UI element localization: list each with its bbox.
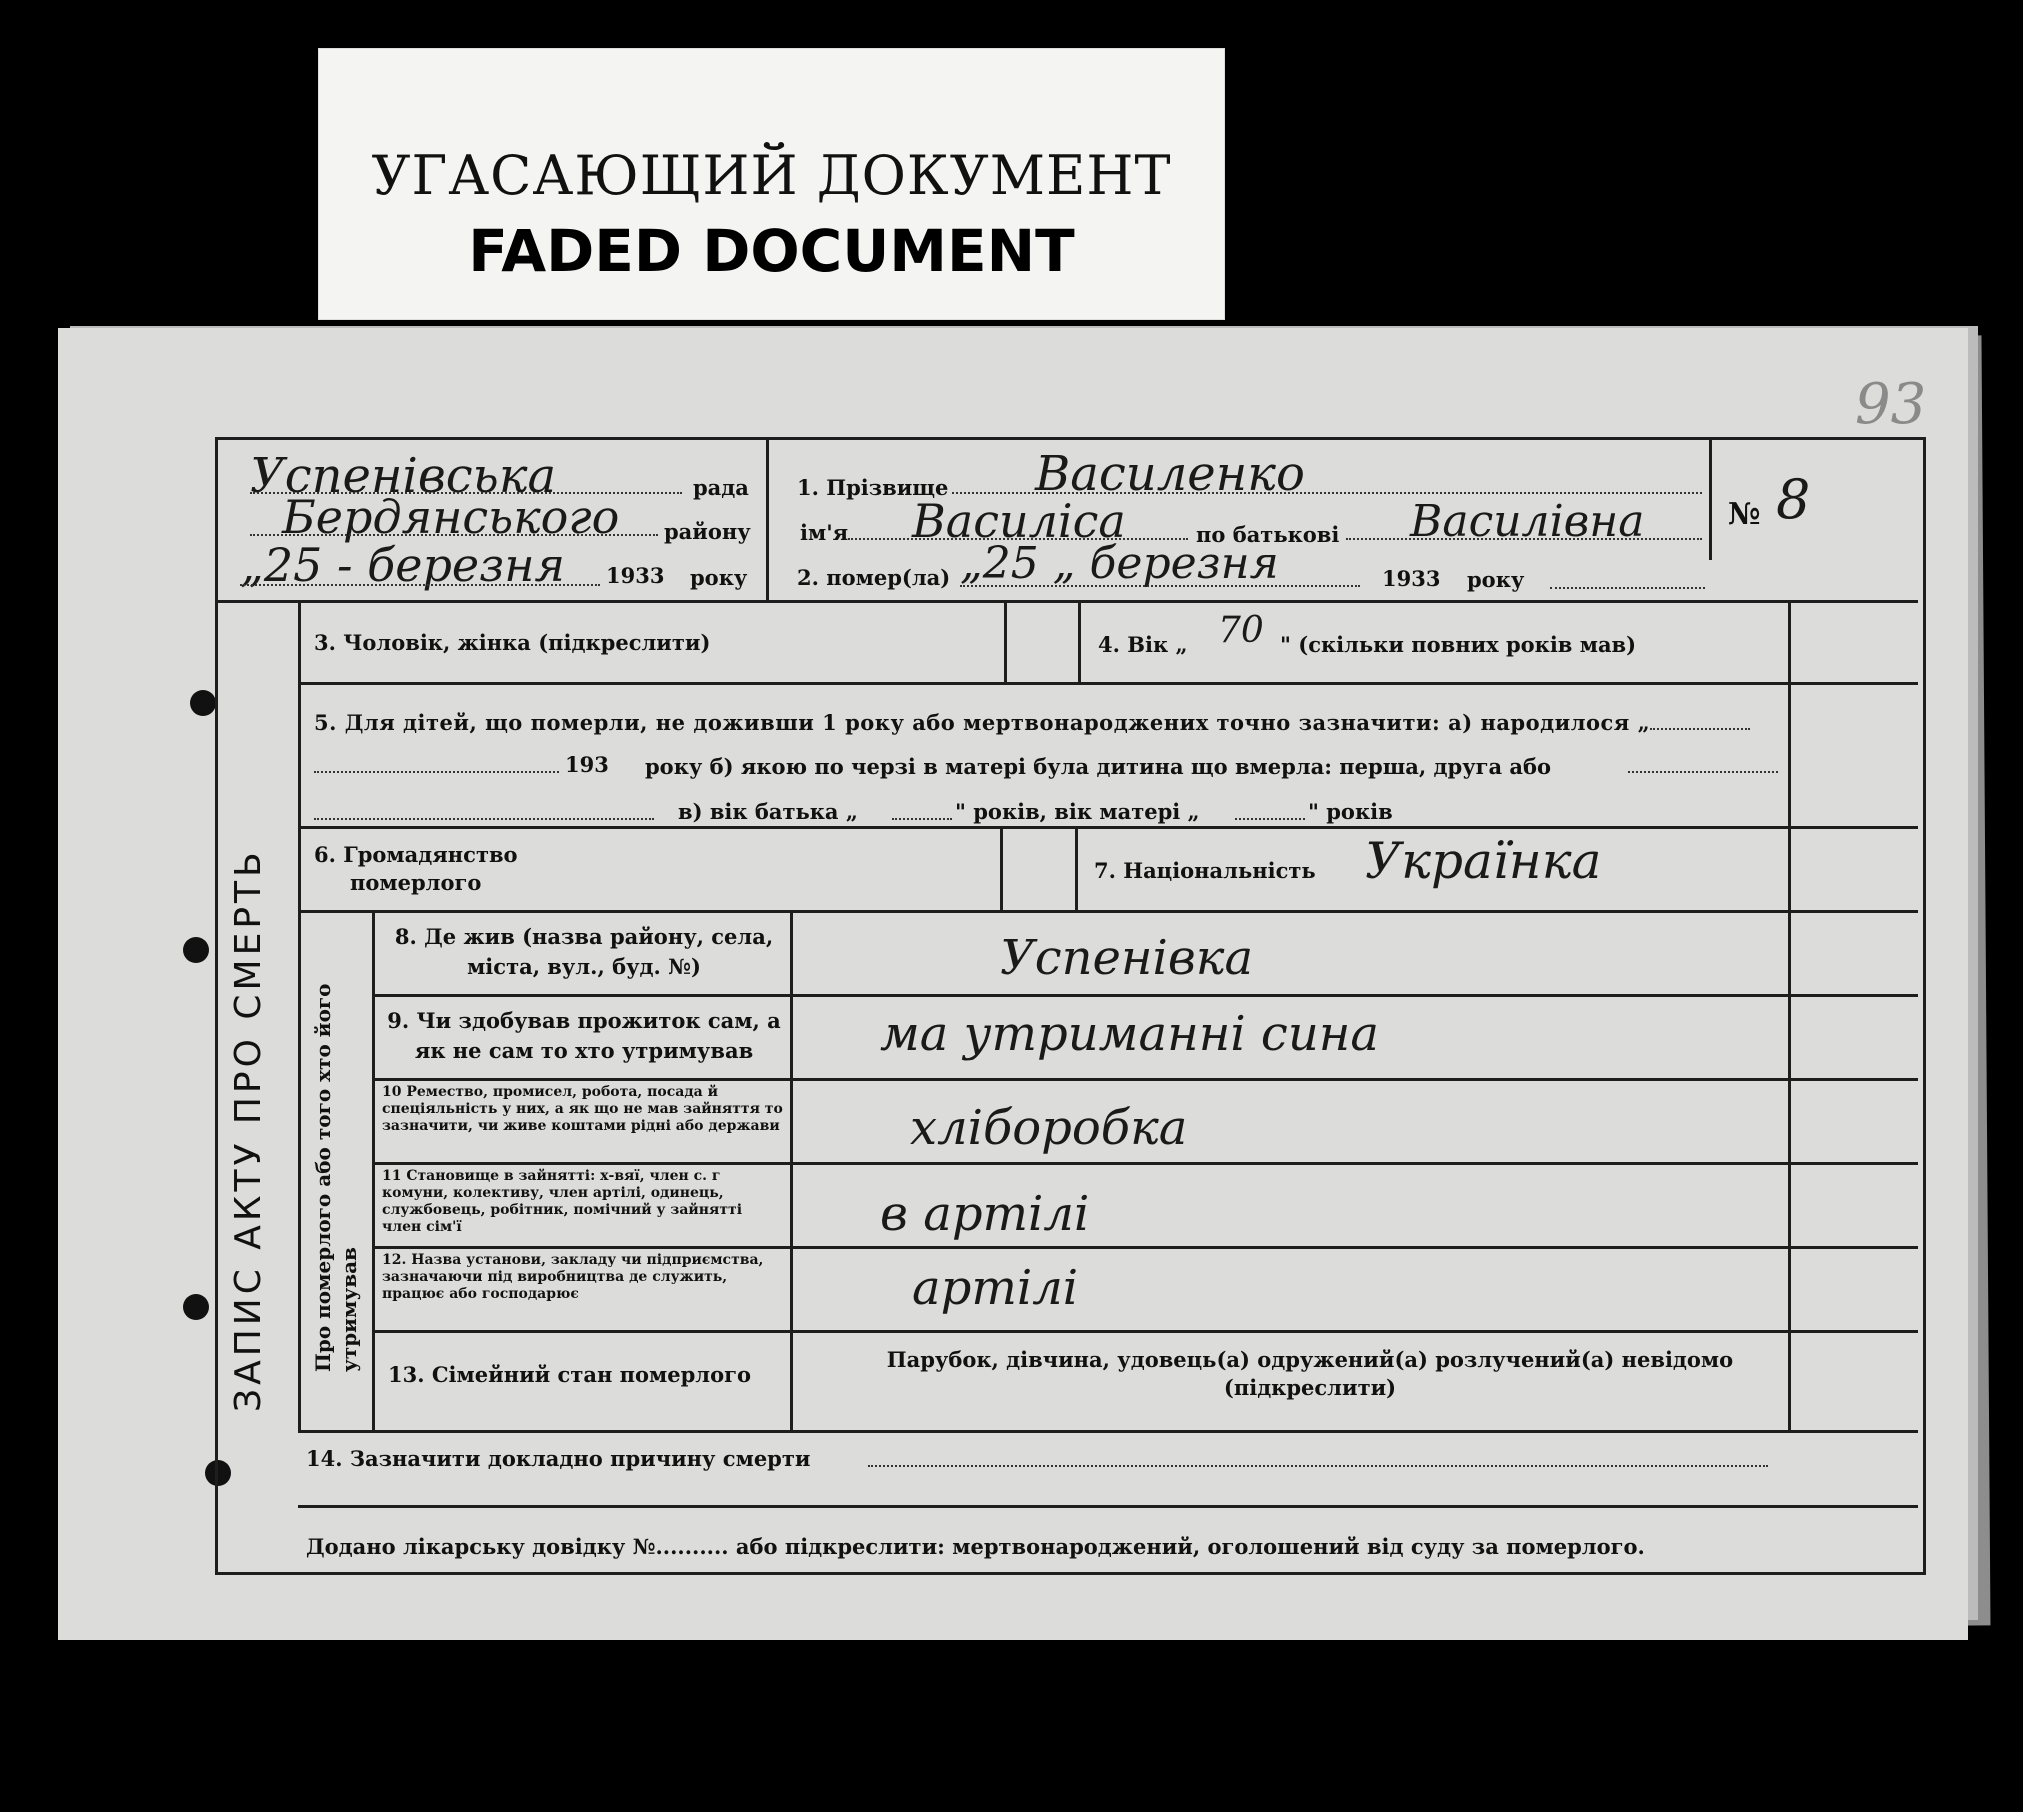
surname-value: Василенко: [1035, 446, 1305, 502]
grid-line: [372, 1246, 1918, 1249]
field-5-line3: в) вік батька „: [678, 799, 858, 824]
punch-hole: [183, 937, 209, 963]
field-13-label: 13. Сімейний стан померлого: [388, 1362, 751, 1387]
died-year: 1933: [1382, 566, 1441, 591]
raion-value: Бердянського: [282, 490, 620, 544]
patronymic-label: по батькові: [1196, 522, 1340, 547]
field-10-label: 10 Ремество, промисел, робота, посада й спеціяльність у них, а як що не мав зайняття то зазначити, чи живе коштами рідні або держави: [382, 1084, 783, 1134]
grid-line: [372, 910, 375, 1430]
grid-line: [1004, 602, 1007, 682]
rada-value: Успенівська: [250, 448, 557, 504]
date-year: 1933: [606, 563, 665, 588]
grid-line: [1000, 828, 1003, 910]
dotted-line: [1550, 587, 1705, 589]
field-8-label: 8. Де жив (назва району, села, міста, вул., буд. №): [394, 924, 774, 979]
grid-line: [1078, 602, 1081, 682]
label-russian: УГАСАЮЩИЙ ДОКУМЕНТ: [371, 144, 1172, 207]
field-5-line3c: " років: [1308, 799, 1393, 824]
grid-line: [1709, 440, 1712, 560]
field-7-value: Українка: [1365, 832, 1602, 890]
grid-line: [372, 1162, 1918, 1165]
patronymic-value: Василівна: [1410, 496, 1645, 547]
field-9-label: 9. Чи здобував прожиток сам, а як не сам то хто утримував: [387, 1008, 781, 1063]
grid-line: [298, 826, 1918, 829]
field-13-options: Парубок, дівчина, удовець(а) одружений(а) розлучений(а) невідомо (підкреслити): [886, 1347, 1734, 1400]
field-6-line1: 6. Громадянство: [314, 842, 518, 867]
date-value: „25 - березня: [240, 538, 565, 592]
died-year-label: року: [1467, 567, 1525, 592]
field-7-label: 7. Національність: [1094, 858, 1316, 883]
grid-line: [298, 600, 301, 1430]
grid-line: [298, 682, 1918, 685]
punch-hole: [190, 690, 216, 716]
died-label: 2. помер(ла): [797, 565, 951, 590]
name-label: ім'я: [800, 520, 849, 545]
grid-line: [790, 912, 793, 1430]
field-3-sex: 3. Чоловік, жінка (підкреслити): [314, 630, 711, 655]
field-8-value: Успенівка: [1000, 930, 1254, 986]
rada-label: рада: [693, 475, 749, 500]
label-english: FADED DOCUMENT: [468, 217, 1075, 285]
dotted-line: [868, 1465, 1768, 1467]
grid-line: [218, 600, 1918, 603]
field-12-value: артілі: [912, 1260, 1079, 1316]
grid-line: [372, 1330, 1918, 1333]
field-5-line2: року б) якою по черзі в матері була дитина що вмерла: перша, друга або: [645, 754, 1552, 779]
field-6-line2: померлого: [350, 870, 482, 895]
dotted-line: [314, 818, 654, 820]
field-4-age-post: " (скільки повних років мав): [1280, 632, 1637, 657]
field-10-value: хліборобка: [910, 1100, 1188, 1156]
dotted-line: [314, 771, 559, 773]
grid-line: [766, 440, 769, 600]
dotted-line: [960, 585, 1360, 587]
grid-line: [372, 1078, 1918, 1081]
field-14-label: 14. Зазначити докладно причину смерти: [306, 1446, 811, 1471]
field-9-value: ма утриманні сина: [880, 1006, 1379, 1062]
field-12-label: 12. Назва установи, закладу чи підприємства, зазначаючи під виробництва де служить, працює або господарює: [382, 1252, 764, 1302]
dotted-line: [1235, 818, 1305, 820]
field-5-year: 193: [565, 752, 609, 777]
record-number-value: 8: [1776, 468, 1811, 531]
punch-hole: [183, 1294, 209, 1320]
grid-line: [298, 1505, 1918, 1508]
died-value: „25 „ березня: [960, 538, 1279, 589]
name-value: Василіса: [912, 494, 1126, 548]
field-11-value: в артілі: [880, 1186, 1090, 1242]
surname-label: 1. Прізвище: [797, 475, 949, 500]
date-label: року: [690, 565, 748, 590]
dotted-line: [250, 534, 658, 536]
field-4-age-pre: 4. Вік „: [1098, 632, 1188, 657]
field-4-age-value: 70: [1218, 610, 1264, 651]
raion-label: району: [664, 519, 751, 544]
page-number: 93: [1855, 372, 1927, 437]
footer-note: Додано лікарську довідку №.......... або підкреслити: мертвонароджений, оголошений від суду за померлого.: [306, 1534, 1645, 1559]
grid-line: [298, 1430, 1918, 1433]
dotted-line: [1628, 771, 1778, 773]
dotted-line: [240, 584, 600, 586]
side-subtitle: Про померлого або того хто його утримував: [311, 983, 361, 1372]
grid-line: [1788, 600, 1791, 1430]
field-11-label: 11 Становище в зайнятті: х-вяї, член с. г комуни, колективу, член артілі, одинець, службовець, робітник, помічний у зайнятті член сім'ї: [382, 1168, 743, 1235]
grid-line: [1075, 828, 1078, 910]
dotted-line: [1650, 728, 1750, 730]
field-5-line1: 5. Для дітей, що померли, не доживши 1 року або мертвонароджених точно зазначити: а) народилося „: [314, 710, 1651, 735]
side-title: ЗАПИС АКТУ ПРО СМЕРТЬ: [228, 848, 269, 1412]
faded-document-label: [318, 48, 1225, 320]
dotted-line: [1346, 538, 1702, 540]
field-5-line3b: " років, вік матері „: [955, 799, 1200, 824]
grid-line: [372, 994, 1918, 997]
dotted-line: [892, 818, 952, 820]
record-number-label: №: [1728, 497, 1761, 532]
grid-line: [298, 910, 1918, 913]
